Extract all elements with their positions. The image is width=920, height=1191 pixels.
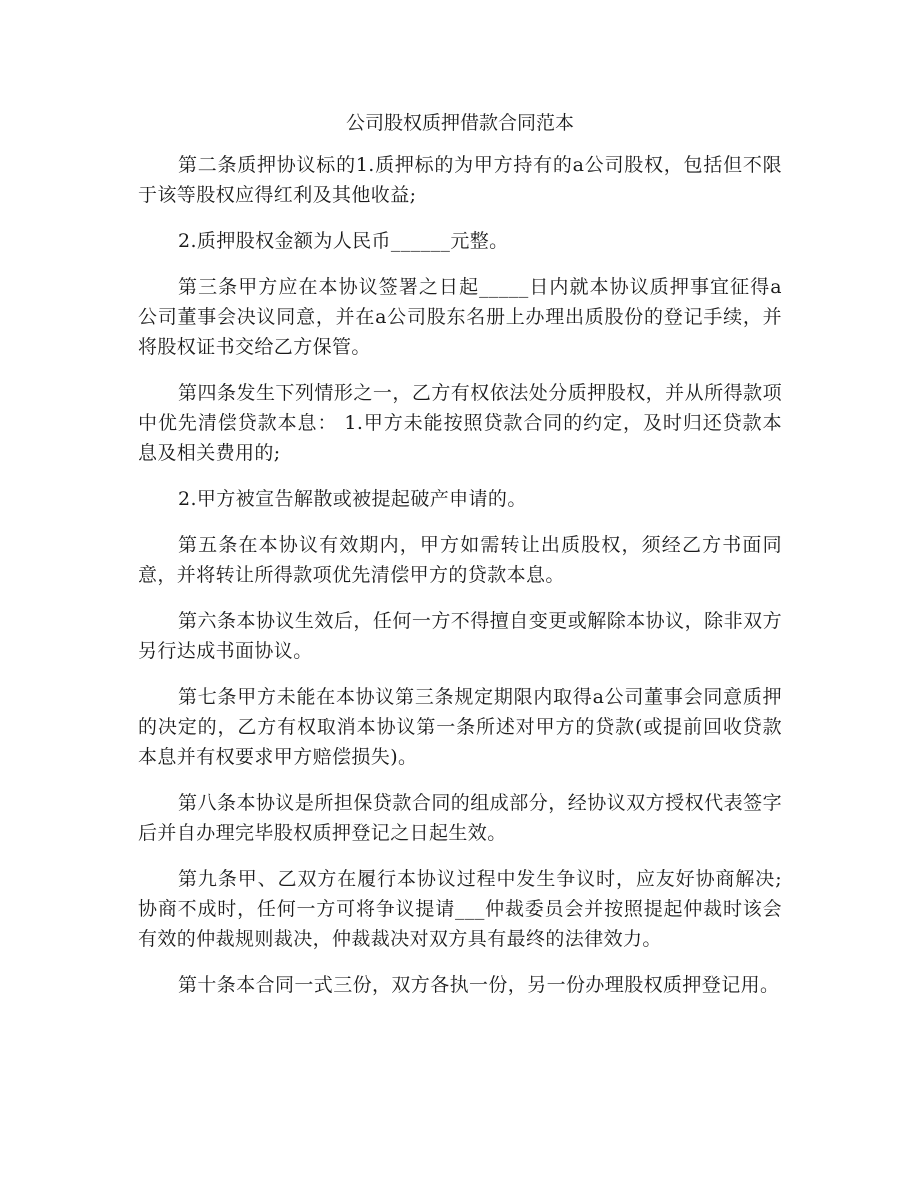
paragraph-article-6: 第六条本协议生效后，任何一方不得擅自变更或解除本协议，除非双方另行达成书面协议。 [138, 610, 782, 662]
paragraph-article-9: 第九条甲、乙双方在履行本协议过程中发生争议时，应友好协商解决;协商不成时，任何一方可将争议提请___仲裁委员会并按照提起仲裁时该会有效的仲裁规则裁决，仲裁裁决对双方具有最终的法律效力。 [138, 868, 782, 950]
paragraph-pledge-amount: 2.质押股权金额为人民币______元整。 [178, 230, 509, 252]
paragraph-article-7: 第七条甲方未能在本协议第三条规定期限内取得a公司董事会同意质押的决定的，乙方有权取消本协议第一条所述对甲方的贷款(或提前回收贷款本息并有权要求甲方赔偿损失)。 [138, 686, 782, 768]
paragraph-dissolution: 2.甲方被宣告解散或被提起破产申请的。 [178, 488, 527, 510]
paragraph-article-3: 第三条甲方应在本协议签署之日起_____日内就本协议质押事宜征得a公司董事会决议同意，并在a公司股东名册上办理出质股份的登记手续，并将股权证书交给乙方保管。 [138, 276, 782, 358]
paragraph-article-10: 第十条本合同一式三份，双方各执一份，另一份办理股权质押登记用。 [178, 974, 780, 996]
document-body [138, 150, 782, 1016]
paragraph-article-2: 第二条质押协议标的1.质押标的为甲方持有的a公司股权，包括但不限于该等股权应得红利及其他收益; [138, 154, 782, 206]
paragraph-article-5: 第五条在本协议有效期内，甲方如需转让出质股权，须经乙方书面同意，并将转让所得款项优先清偿甲方的贷款本息。 [138, 534, 782, 586]
paragraph-article-8: 第八条本协议是所担保贷款合同的组成部分，经协议双方授权代表签字后并自办理完毕股权质押登记之日起生效。 [138, 792, 782, 844]
document-title: 公司股权质押借款合同范本 [345, 112, 574, 134]
paragraph-article-4: 第四条发生下列情形之一，乙方有权依法处分质押股权，并从所得款项中优先清偿贷款本息： 1.甲方未能按照贷款合同的约定，及时归还贷款本息及相关费用的; [138, 382, 782, 464]
